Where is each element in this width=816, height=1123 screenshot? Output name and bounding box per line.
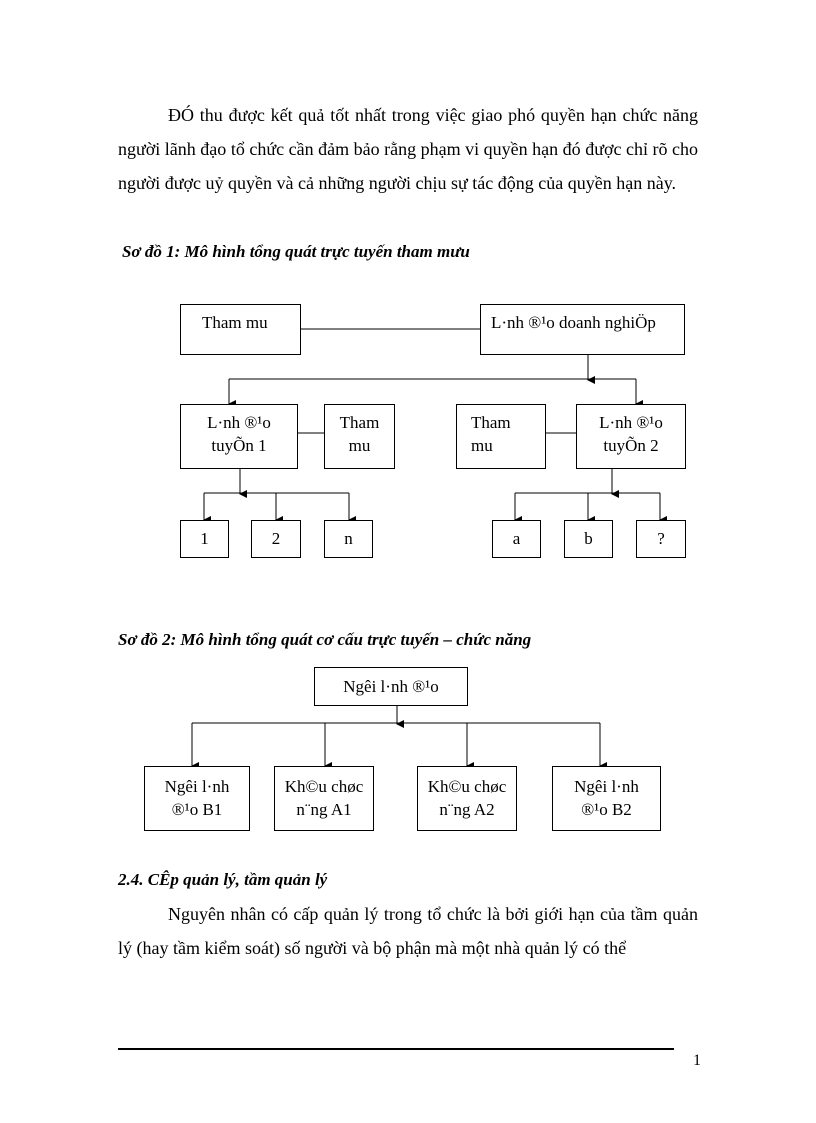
box-lanh-dao-tuyen-1: L·nh ®¹o tuyÕn 1 xyxy=(180,404,298,469)
box-child-a: a xyxy=(492,520,541,558)
page-number: 1 xyxy=(693,1052,701,1069)
box-tham-mu-top: Tham mu xyxy=(180,304,301,355)
diagram-1-title: Sơ đồ 1: Mô hình tổng quát trực tuyến tham mưu xyxy=(122,242,470,261)
paragraph-intro: ĐÓ thu được kết quả tốt nhất trong việc giao phó quyền hạn chức năng người lãnh đạo tổ chức cần đảm bảo rằng phạm vi quyền hạn đó được chỉ rõ cho người được uỷ quyền và cả những người chịu sự tác động của quyền hạn này. xyxy=(118,105,698,193)
box-child-n: n xyxy=(324,520,373,558)
box-child-question: ? xyxy=(636,520,686,558)
box-lanh-dao-doanh-nghiep: L·nh ®¹o doanh nghiÖp xyxy=(480,304,685,355)
box-khau-chuc-nang-a1: Kh©u chøc n¨ng A1 xyxy=(274,766,374,831)
section-heading: 2.4. CÊp quản lý, tầm quản lý xyxy=(118,870,328,889)
box-child-1: 1 xyxy=(180,520,229,558)
diagram-2-title: Sơ đồ 2: Mô hình tổng quát cơ cấu trực tuyến – chức năng xyxy=(118,630,532,649)
box-nguoi-lanh-dao-b1: Ngêi l·nh ®¹o B1 xyxy=(144,766,250,831)
box-lanh-dao-tuyen-2: L·nh ®¹o tuyÕn 2 xyxy=(576,404,686,469)
box-child-b: b xyxy=(564,520,613,558)
box-tham-mu-1: Tham mu xyxy=(324,404,395,469)
footer-divider xyxy=(118,1048,674,1050)
box-khau-chuc-nang-a2: Kh©u chøc n¨ng A2 xyxy=(417,766,517,831)
box-child-2: 2 xyxy=(251,520,301,558)
box-tham-mu-2: Tham mu xyxy=(456,404,546,469)
box-nguoi-lanh-dao-b2: Ngêi l·nh ®¹o B2 xyxy=(552,766,661,831)
paragraph-body: Nguyên nhân có cấp quản lý trong tổ chức là bởi giới hạn của tầm quản lý (hay tầm kiểm soát) số người và bộ phận mà một nhà quản lý có thể xyxy=(118,904,698,958)
box-nguoi-lanh-dao: Ngêi l·nh ®¹o xyxy=(314,667,468,706)
